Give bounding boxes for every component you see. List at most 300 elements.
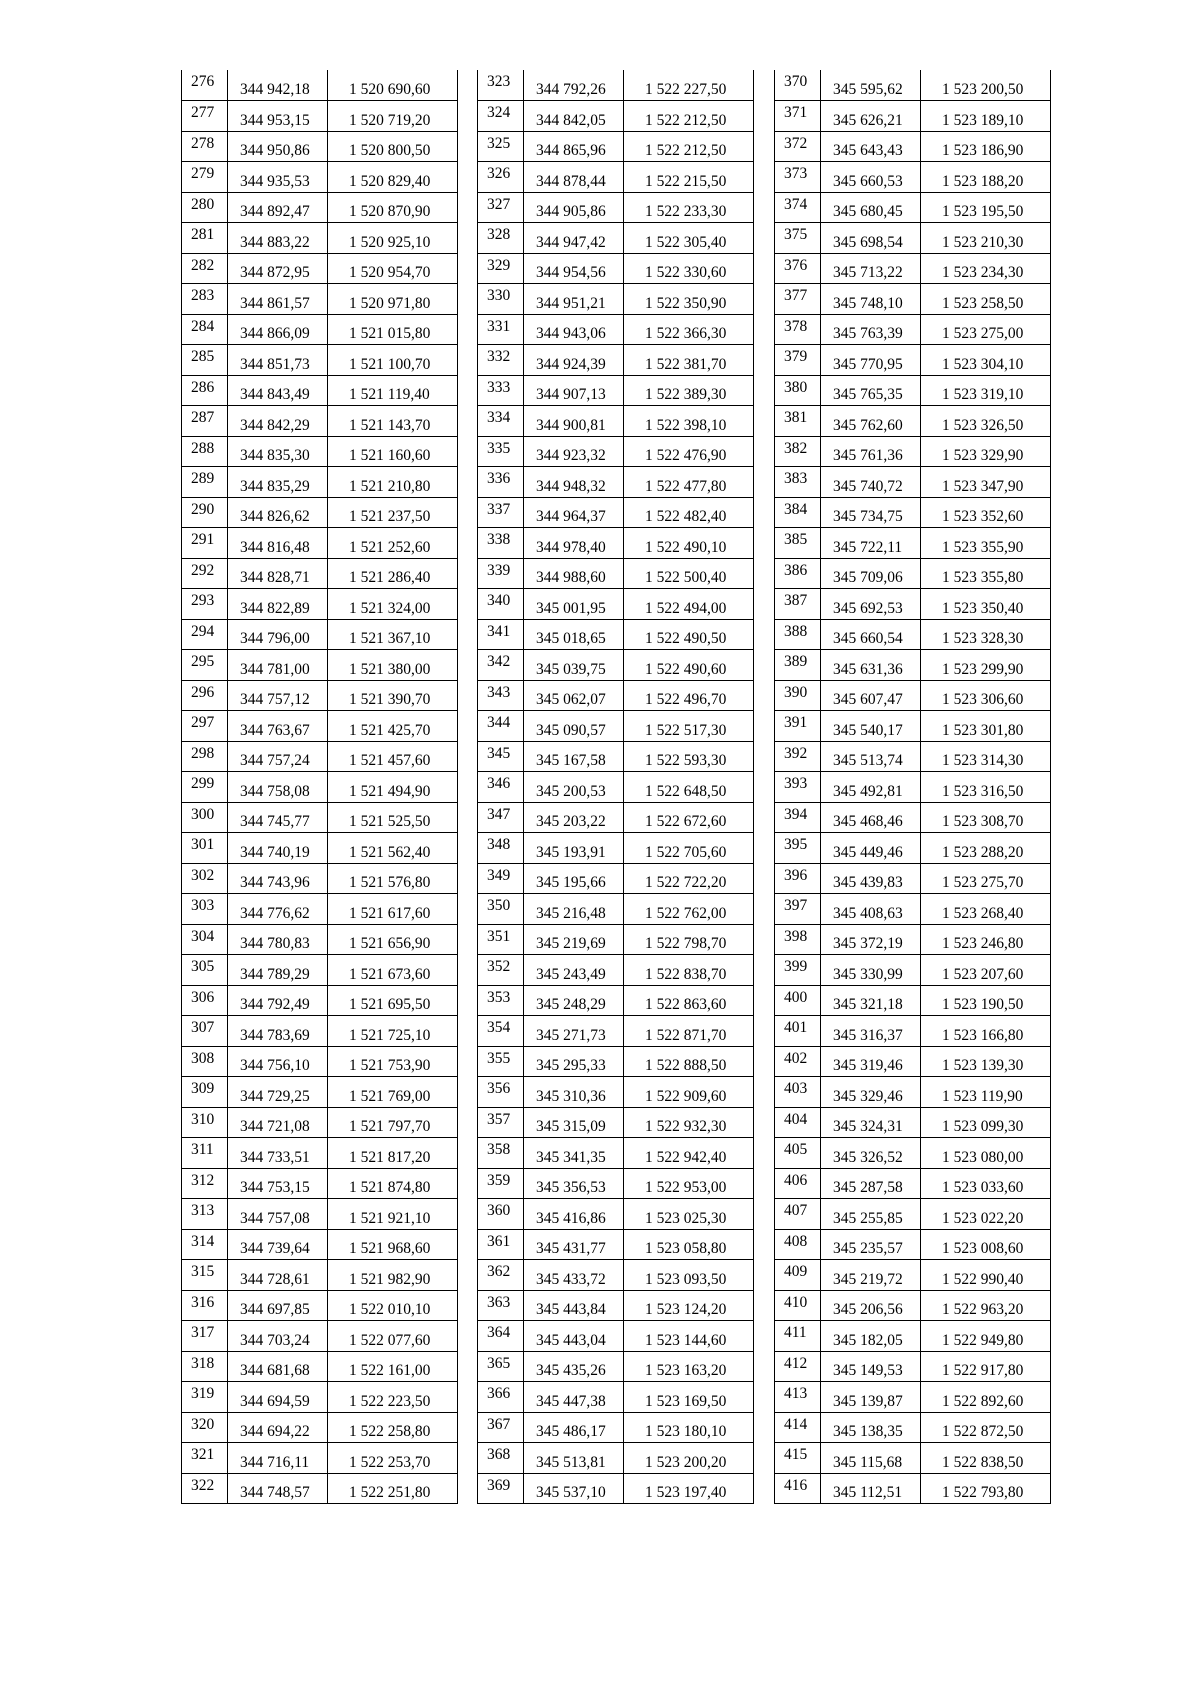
point-number-cell xyxy=(775,223,821,254)
y-coordinate-text: 1 523 169,50 xyxy=(645,1392,727,1410)
y-coordinate-cell xyxy=(624,192,754,223)
y-coordinate-cell xyxy=(328,70,458,101)
y-coordinate-cell xyxy=(328,924,458,955)
point-number-cell xyxy=(775,894,821,925)
point-number-text: 409 xyxy=(784,1263,808,1280)
point-number-cell xyxy=(478,985,524,1016)
y-coordinate-text: 1 523 207,60 xyxy=(942,965,1024,983)
x-coordinate-cell xyxy=(228,772,328,803)
point-number-text: 310 xyxy=(191,1110,215,1128)
point-number-text: 386 xyxy=(784,561,808,579)
point-number-text: 296 xyxy=(191,683,215,701)
y-coordinate-cell xyxy=(624,1107,754,1138)
point-number-cell xyxy=(182,497,228,528)
y-coordinate-cell xyxy=(624,406,754,437)
table-row xyxy=(775,985,1051,1016)
table-row xyxy=(182,1016,458,1047)
y-coordinate-text: 1 522 990,40 xyxy=(942,1270,1024,1288)
x-coordinate-cell xyxy=(821,1290,921,1321)
point-number-text: 368 xyxy=(487,1446,511,1463)
x-coordinate-cell xyxy=(524,1290,624,1321)
y-coordinate-text: 1 521 252,60 xyxy=(349,538,431,556)
point-number-text: 344 xyxy=(487,714,511,731)
x-coordinate-cell xyxy=(228,833,328,864)
table-row xyxy=(182,619,458,650)
point-number-cell xyxy=(478,436,524,467)
table-row xyxy=(775,1412,1051,1443)
point-number-text: 284 xyxy=(191,317,215,335)
x-coordinate-cell xyxy=(228,1046,328,1077)
y-coordinate-cell xyxy=(328,711,458,742)
x-coordinate-cell xyxy=(228,70,328,101)
point-number-text: 320 xyxy=(191,1415,215,1433)
y-coordinate-cell xyxy=(624,589,754,620)
point-number-text: 352 xyxy=(487,958,511,975)
table-row xyxy=(775,619,1051,650)
y-coordinate-cell xyxy=(328,1107,458,1138)
y-coordinate-cell xyxy=(624,619,754,650)
x-coordinate-cell xyxy=(821,1473,921,1504)
table-row xyxy=(775,772,1051,803)
y-coordinate-text: 1 523 093,50 xyxy=(645,1270,727,1288)
point-number-cell xyxy=(775,192,821,223)
y-coordinate-text: 1 523 186,90 xyxy=(942,142,1024,159)
x-coordinate-text: 344 758,08 xyxy=(240,782,310,800)
y-coordinate-cell xyxy=(624,131,754,162)
point-number-text: 319 xyxy=(191,1385,215,1402)
point-number-cell xyxy=(182,1229,228,1260)
table-row xyxy=(182,558,458,589)
y-coordinate-cell xyxy=(328,1412,458,1443)
y-coordinate-cell xyxy=(921,406,1051,437)
x-coordinate-cell xyxy=(821,162,921,193)
x-coordinate-cell xyxy=(821,833,921,864)
y-coordinate-text: 1 523 268,40 xyxy=(942,904,1024,922)
point-number-cell xyxy=(775,863,821,894)
x-coordinate-text: 345 722,11 xyxy=(833,538,903,556)
y-coordinate-cell xyxy=(921,1046,1051,1077)
x-coordinate-cell xyxy=(228,741,328,772)
x-coordinate-text: 345 001,95 xyxy=(536,599,606,617)
point-number-cell xyxy=(478,955,524,986)
table-row xyxy=(478,1138,754,1169)
x-coordinate-cell xyxy=(821,1382,921,1413)
y-coordinate-cell xyxy=(624,863,754,894)
point-number-cell xyxy=(478,1168,524,1199)
y-coordinate-text: 1 523 200,50 xyxy=(942,81,1024,98)
point-number-cell xyxy=(182,70,228,101)
x-coordinate-text: 345 692,53 xyxy=(833,599,903,617)
x-coordinate-text: 345 319,46 xyxy=(833,1057,903,1074)
table-row xyxy=(182,1199,458,1230)
table-row xyxy=(478,375,754,406)
x-coordinate-cell xyxy=(524,1260,624,1291)
x-coordinate-cell xyxy=(228,924,328,955)
y-coordinate-text: 1 522 917,80 xyxy=(942,1362,1024,1379)
point-number-cell xyxy=(775,1138,821,1169)
point-number-text: 367 xyxy=(487,1415,511,1433)
x-coordinate-text: 345 219,69 xyxy=(536,935,606,952)
point-number-text: 361 xyxy=(487,1232,511,1250)
point-number-text: 342 xyxy=(487,653,511,670)
table-row xyxy=(182,1321,458,1352)
y-coordinate-cell xyxy=(624,894,754,925)
x-coordinate-text: 345 765,35 xyxy=(833,386,903,403)
x-coordinate-text: 344 789,29 xyxy=(240,965,310,983)
x-coordinate-text: 344 964,37 xyxy=(536,508,606,525)
y-coordinate-text: 1 521 494,90 xyxy=(349,782,431,800)
point-number-cell xyxy=(775,314,821,345)
point-number-cell xyxy=(182,924,228,955)
table-row xyxy=(478,558,754,589)
point-number-text: 391 xyxy=(784,714,808,731)
x-coordinate-text: 344 757,24 xyxy=(240,752,310,769)
point-number-text: 315 xyxy=(191,1263,215,1280)
point-number-cell xyxy=(775,924,821,955)
x-coordinate-text: 345 439,83 xyxy=(833,874,903,891)
x-coordinate-text: 345 537,10 xyxy=(536,1484,606,1501)
point-number-cell xyxy=(182,1473,228,1504)
y-coordinate-text: 1 523 188,20 xyxy=(942,172,1024,190)
x-coordinate-text: 345 203,22 xyxy=(536,813,606,830)
point-number-text: 349 xyxy=(487,866,511,884)
y-coordinate-cell xyxy=(624,101,754,132)
x-coordinate-cell xyxy=(821,1016,921,1047)
x-coordinate-text: 344 729,25 xyxy=(240,1087,310,1105)
x-coordinate-cell xyxy=(228,1321,328,1352)
point-number-text: 325 xyxy=(487,134,511,152)
point-number-text: 299 xyxy=(191,775,215,792)
point-number-cell xyxy=(775,528,821,559)
table-row xyxy=(478,406,754,437)
x-coordinate-text: 345 206,56 xyxy=(833,1301,903,1318)
point-number-cell xyxy=(478,1229,524,1260)
table-row xyxy=(478,436,754,467)
point-number-text: 404 xyxy=(784,1110,808,1128)
y-coordinate-text: 1 520 829,40 xyxy=(349,172,431,190)
table-row xyxy=(478,1260,754,1291)
y-coordinate-cell xyxy=(921,436,1051,467)
table-row xyxy=(182,101,458,132)
x-coordinate-text: 345 447,38 xyxy=(536,1392,606,1410)
table-row xyxy=(478,1199,754,1230)
x-coordinate-cell xyxy=(524,101,624,132)
x-coordinate-text: 344 826,62 xyxy=(240,508,310,525)
x-coordinate-cell xyxy=(228,1351,328,1382)
point-number-text: 287 xyxy=(191,409,215,426)
x-coordinate-text: 345 182,05 xyxy=(833,1331,903,1349)
point-number-text: 407 xyxy=(784,1202,808,1219)
point-number-text: 370 xyxy=(784,73,808,90)
x-coordinate-text: 345 762,60 xyxy=(833,416,903,434)
x-coordinate-text: 345 643,43 xyxy=(833,142,903,159)
table-row xyxy=(775,1016,1051,1047)
table-row xyxy=(182,1412,458,1443)
y-coordinate-cell xyxy=(328,1473,458,1504)
x-coordinate-cell xyxy=(524,375,624,406)
x-coordinate-cell xyxy=(228,650,328,681)
table-row xyxy=(478,1382,754,1413)
y-coordinate-text: 1 522 593,30 xyxy=(645,752,727,769)
y-coordinate-text: 1 522 215,50 xyxy=(645,172,727,190)
point-number-text: 316 xyxy=(191,1293,215,1311)
y-coordinate-text: 1 523 163,20 xyxy=(645,1362,727,1379)
y-coordinate-cell xyxy=(328,1321,458,1352)
x-coordinate-cell xyxy=(821,711,921,742)
point-number-text: 326 xyxy=(487,165,511,182)
x-coordinate-cell xyxy=(228,406,328,437)
y-coordinate-text: 1 522 793,80 xyxy=(942,1484,1024,1501)
point-number-cell xyxy=(775,1443,821,1474)
table-row xyxy=(478,680,754,711)
y-coordinate-cell xyxy=(624,1382,754,1413)
x-coordinate-cell xyxy=(821,192,921,223)
x-coordinate-text: 345 540,17 xyxy=(833,721,903,739)
x-coordinate-text: 345 416,86 xyxy=(536,1209,606,1227)
table-row xyxy=(775,1382,1051,1413)
x-coordinate-text: 344 954,56 xyxy=(536,264,606,281)
y-coordinate-text: 1 523 210,30 xyxy=(942,233,1024,251)
y-coordinate-cell xyxy=(921,955,1051,986)
x-coordinate-text: 345 018,65 xyxy=(536,630,606,647)
table-row xyxy=(182,1046,458,1077)
y-coordinate-text: 1 522 482,40 xyxy=(645,508,727,525)
point-number-cell xyxy=(182,1077,228,1108)
x-coordinate-cell xyxy=(524,833,624,864)
y-coordinate-cell xyxy=(624,1443,754,1474)
point-number-text: 371 xyxy=(784,104,808,121)
coordinate-table-1 xyxy=(181,70,458,1504)
y-coordinate-cell xyxy=(328,833,458,864)
point-number-text: 356 xyxy=(487,1080,511,1097)
y-coordinate-cell xyxy=(921,833,1051,864)
y-coordinate-text: 1 522 500,40 xyxy=(645,569,727,586)
y-coordinate-cell xyxy=(624,985,754,1016)
y-coordinate-text: 1 523 275,00 xyxy=(942,325,1024,342)
table-row xyxy=(478,1412,754,1443)
y-coordinate-cell xyxy=(921,345,1051,376)
x-coordinate-text: 344 978,40 xyxy=(536,538,606,556)
point-number-cell xyxy=(775,1321,821,1352)
point-number-cell xyxy=(182,1199,228,1230)
y-coordinate-cell xyxy=(921,1351,1051,1382)
table-row xyxy=(182,497,458,528)
point-number-cell xyxy=(478,101,524,132)
y-coordinate-cell xyxy=(921,375,1051,406)
y-coordinate-text: 1 523 326,50 xyxy=(942,416,1024,434)
point-number-text: 396 xyxy=(784,866,808,884)
x-coordinate-text: 345 139,87 xyxy=(833,1392,903,1410)
y-coordinate-text: 1 522 892,60 xyxy=(942,1392,1024,1410)
point-number-text: 381 xyxy=(784,409,808,426)
table-row xyxy=(182,406,458,437)
x-coordinate-text: 345 513,81 xyxy=(536,1453,606,1471)
x-coordinate-cell xyxy=(524,1077,624,1108)
y-coordinate-cell xyxy=(328,497,458,528)
point-number-cell xyxy=(478,772,524,803)
table-row xyxy=(775,253,1051,284)
x-coordinate-text: 344 816,48 xyxy=(240,538,310,556)
point-number-cell xyxy=(478,497,524,528)
x-coordinate-cell xyxy=(821,680,921,711)
point-number-cell xyxy=(478,1199,524,1230)
x-coordinate-cell xyxy=(821,1321,921,1352)
point-number-cell xyxy=(478,70,524,101)
point-number-text: 308 xyxy=(191,1049,215,1067)
point-number-text: 378 xyxy=(784,317,808,335)
point-number-text: 333 xyxy=(487,378,511,396)
y-coordinate-cell xyxy=(328,1168,458,1199)
x-coordinate-cell xyxy=(228,955,328,986)
point-number-text: 347 xyxy=(487,805,511,823)
point-number-cell xyxy=(478,406,524,437)
point-number-text: 332 xyxy=(487,348,511,365)
y-coordinate-cell xyxy=(328,1290,458,1321)
x-coordinate-cell xyxy=(524,467,624,498)
table-row xyxy=(775,1107,1051,1138)
point-number-text: 400 xyxy=(784,988,808,1006)
point-number-text: 379 xyxy=(784,348,808,365)
point-number-text: 303 xyxy=(191,897,215,914)
table-row xyxy=(182,1077,458,1108)
x-coordinate-cell xyxy=(821,375,921,406)
y-coordinate-cell xyxy=(921,528,1051,559)
point-number-text: 351 xyxy=(487,927,511,945)
x-coordinate-cell xyxy=(228,497,328,528)
table-row xyxy=(775,1199,1051,1230)
x-coordinate-text: 344 943,06 xyxy=(536,325,606,342)
point-number-cell xyxy=(182,1351,228,1382)
table-row xyxy=(478,985,754,1016)
table-row xyxy=(478,345,754,376)
x-coordinate-text: 344 951,21 xyxy=(536,294,606,312)
y-coordinate-text: 1 520 971,80 xyxy=(349,294,431,312)
table-row xyxy=(775,284,1051,315)
y-coordinate-text: 1 522 838,50 xyxy=(942,1453,1024,1471)
x-coordinate-cell xyxy=(524,1443,624,1474)
table-row xyxy=(182,772,458,803)
point-number-cell xyxy=(478,1138,524,1169)
point-number-text: 364 xyxy=(487,1324,511,1341)
table-row xyxy=(182,1290,458,1321)
table-row xyxy=(478,1351,754,1382)
y-coordinate-text: 1 522 672,60 xyxy=(645,813,727,830)
point-number-cell xyxy=(478,1473,524,1504)
table-row xyxy=(182,863,458,894)
point-number-cell xyxy=(478,223,524,254)
y-coordinate-text: 1 522 477,80 xyxy=(645,477,727,495)
x-coordinate-cell xyxy=(821,284,921,315)
x-coordinate-cell xyxy=(524,589,624,620)
x-coordinate-text: 345 356,53 xyxy=(536,1179,606,1196)
point-number-text: 293 xyxy=(191,592,215,609)
point-number-cell xyxy=(182,314,228,345)
table-row xyxy=(182,1229,458,1260)
x-coordinate-text: 344 703,24 xyxy=(240,1331,310,1349)
x-coordinate-cell xyxy=(524,1473,624,1504)
y-coordinate-text: 1 523 304,10 xyxy=(942,355,1024,373)
point-number-text: 277 xyxy=(191,104,215,121)
x-coordinate-cell xyxy=(228,1107,328,1138)
y-coordinate-text: 1 521 695,50 xyxy=(349,996,431,1013)
table-row xyxy=(775,162,1051,193)
x-coordinate-cell xyxy=(228,1229,328,1260)
y-coordinate-cell xyxy=(921,1321,1051,1352)
y-coordinate-text: 1 521 656,90 xyxy=(349,935,431,952)
point-number-text: 288 xyxy=(191,439,215,457)
point-number-text: 294 xyxy=(191,622,215,640)
y-coordinate-cell xyxy=(328,406,458,437)
point-number-text: 348 xyxy=(487,836,511,853)
y-coordinate-text: 1 521 921,10 xyxy=(349,1209,431,1227)
x-coordinate-text: 344 728,61 xyxy=(240,1270,310,1288)
x-coordinate-cell xyxy=(524,802,624,833)
point-number-cell xyxy=(182,223,228,254)
y-coordinate-cell xyxy=(921,467,1051,498)
x-coordinate-text: 344 748,57 xyxy=(240,1484,310,1501)
table-row xyxy=(775,924,1051,955)
point-number-cell xyxy=(775,955,821,986)
y-coordinate-cell xyxy=(624,528,754,559)
table-row xyxy=(478,589,754,620)
point-number-text: 327 xyxy=(487,195,511,213)
y-coordinate-cell xyxy=(624,345,754,376)
x-coordinate-text: 344 835,30 xyxy=(240,447,310,464)
x-coordinate-text: 345 372,19 xyxy=(833,935,903,952)
point-number-text: 302 xyxy=(191,866,215,884)
point-number-text: 398 xyxy=(784,927,808,945)
point-number-cell xyxy=(182,1168,228,1199)
y-coordinate-cell xyxy=(328,162,458,193)
x-coordinate-text: 344 842,05 xyxy=(536,111,606,129)
table-row xyxy=(478,192,754,223)
x-coordinate-cell xyxy=(524,406,624,437)
table-row xyxy=(182,894,458,925)
table-row xyxy=(478,1290,754,1321)
x-coordinate-cell xyxy=(821,528,921,559)
x-coordinate-cell xyxy=(821,436,921,467)
y-coordinate-text: 1 522 494,00 xyxy=(645,599,727,617)
x-coordinate-text: 345 433,72 xyxy=(536,1270,606,1288)
table-row xyxy=(478,1107,754,1138)
point-number-text: 358 xyxy=(487,1141,511,1158)
point-number-text: 281 xyxy=(191,226,215,243)
x-coordinate-text: 344 953,15 xyxy=(240,111,310,129)
y-coordinate-cell xyxy=(921,192,1051,223)
x-coordinate-cell xyxy=(228,985,328,1016)
point-number-cell xyxy=(478,162,524,193)
y-coordinate-cell xyxy=(328,223,458,254)
point-number-cell xyxy=(182,955,228,986)
point-number-cell xyxy=(775,1290,821,1321)
x-coordinate-text: 345 607,47 xyxy=(833,691,903,708)
point-number-text: 292 xyxy=(191,561,215,579)
y-coordinate-text: 1 521 797,70 xyxy=(349,1118,431,1135)
point-number-text: 304 xyxy=(191,927,215,945)
x-coordinate-text: 345 431,77 xyxy=(536,1240,606,1257)
table-row xyxy=(182,650,458,681)
point-number-cell xyxy=(182,802,228,833)
y-coordinate-text: 1 522 762,00 xyxy=(645,904,727,922)
point-number-text: 286 xyxy=(191,378,215,396)
x-coordinate-cell xyxy=(524,497,624,528)
point-number-cell xyxy=(182,985,228,1016)
y-coordinate-cell xyxy=(624,924,754,955)
y-coordinate-cell xyxy=(624,253,754,284)
y-coordinate-text: 1 521 015,80 xyxy=(349,325,431,342)
y-coordinate-cell xyxy=(328,802,458,833)
point-number-text: 402 xyxy=(784,1049,808,1067)
